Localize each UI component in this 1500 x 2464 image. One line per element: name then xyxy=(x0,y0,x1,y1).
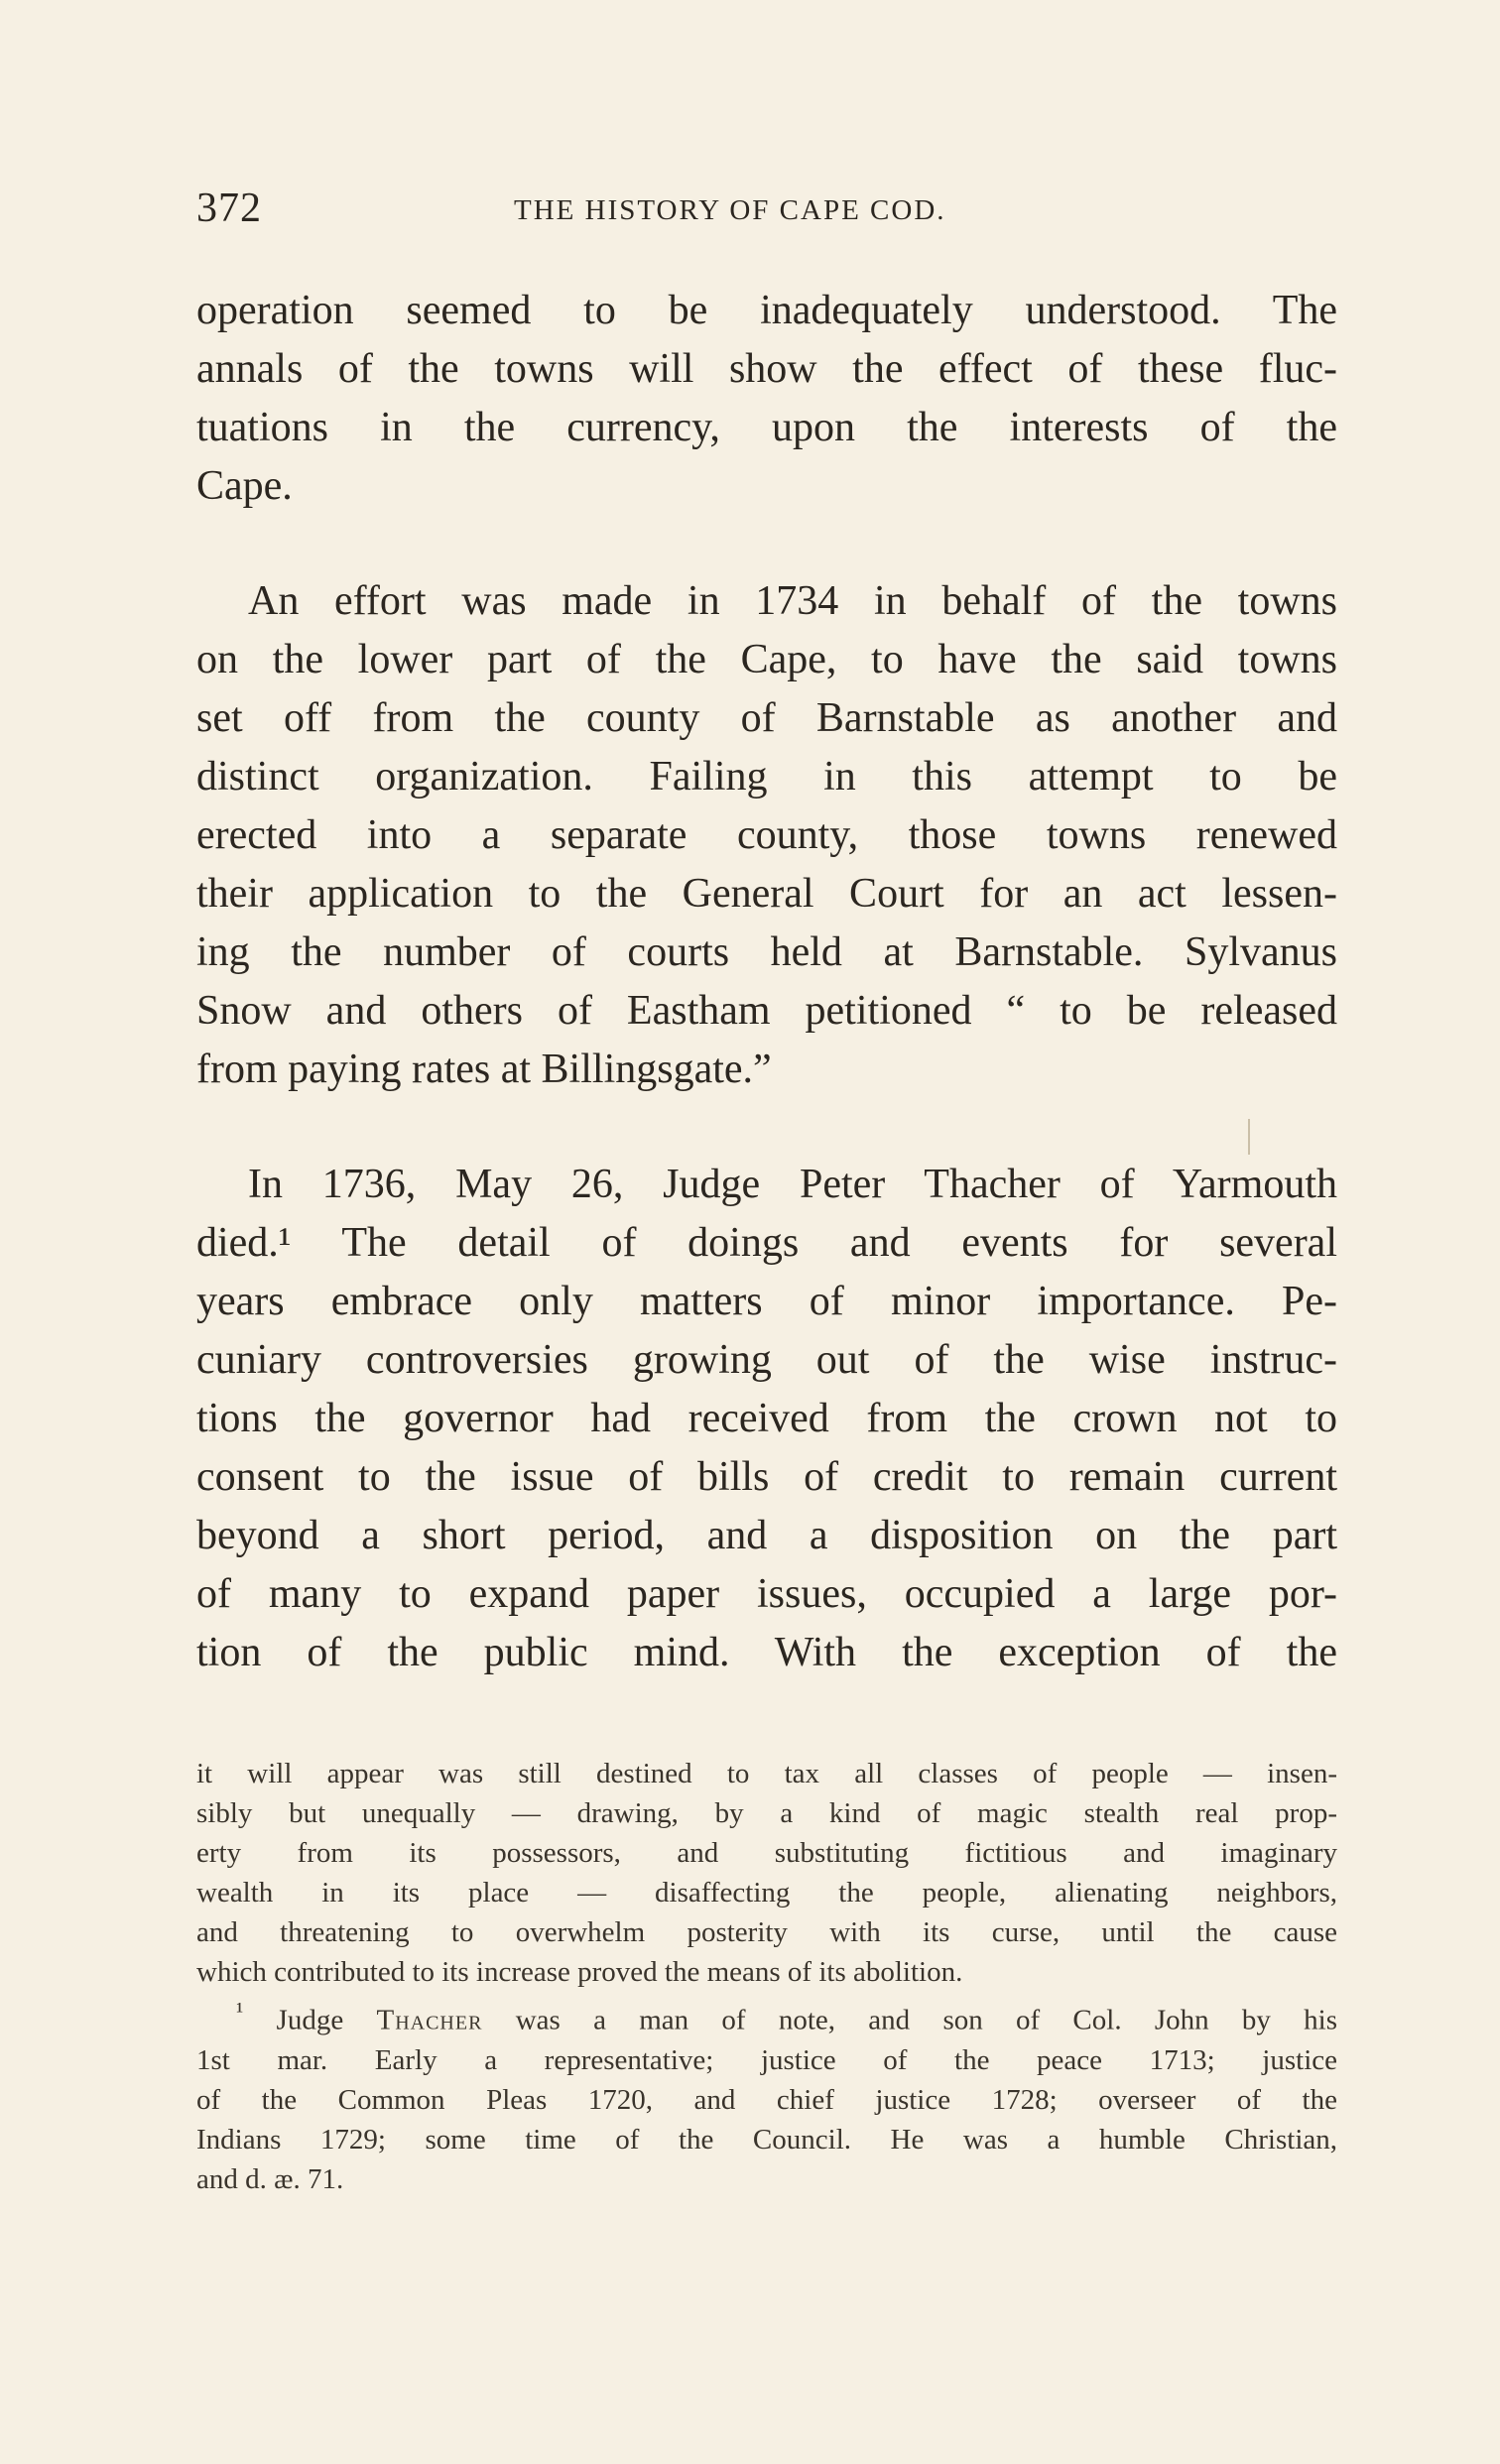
page-number: 372 xyxy=(196,185,262,231)
footnote-line xyxy=(196,1992,1337,2040)
text-line: consent to the issue of bills of credit to remain current xyxy=(196,1454,1337,1500)
text-line: on the lower part of the Cape, to have the said towns xyxy=(196,637,1337,682)
footnote-marker: ¹ xyxy=(236,1998,244,2025)
paragraph-thacher-death xyxy=(196,1156,1337,1682)
margin-mark xyxy=(1248,1119,1250,1155)
footnote-line: of the Common Pleas 1720, and chief justice 1728; overseer of the xyxy=(196,2083,1337,2116)
text-line: cuniary controversies growing out of the wise instruc- xyxy=(196,1337,1337,1383)
footnote-line: which contributed to its increase proved the means of its abolition. xyxy=(196,1956,963,1988)
text-line: of many to expand paper issues, occupied a large por- xyxy=(196,1571,1337,1617)
text-line: annals of the towns will show the effect of these fluc- xyxy=(196,346,1337,392)
footnote-lead: Judge xyxy=(276,2004,344,2036)
paragraph-currency-fluctuations xyxy=(196,282,1337,516)
running-head xyxy=(196,185,1337,244)
footnote-name: Thacher xyxy=(376,2004,483,2036)
text-line: Snow and others of Eastham petitioned “ to be released xyxy=(196,988,1337,1034)
text-line: In 1736, May 26, Judge Peter Thacher of Yarmouth xyxy=(248,1162,1337,1207)
text-line: tuations in the currency, upon the interests of the xyxy=(196,405,1337,450)
text-line: ing the number of courts held at Barnstable. Sylvanus xyxy=(196,929,1337,975)
text-line: An effort was made in 1734 in behalf of the towns xyxy=(248,578,1337,624)
text-line: tion of the public mind. With the exception of the xyxy=(196,1630,1337,1675)
footnote-line: and d. æ. 71. xyxy=(196,2162,344,2195)
footnote-line: erty from its possessors, and substituting fictitious and imaginary xyxy=(196,1837,1337,1869)
text-line: beyond a short period, and a disposition on the part xyxy=(196,1513,1337,1558)
main-text xyxy=(196,282,1337,1739)
paragraph-county-petition xyxy=(196,572,1337,1099)
footnote-continued xyxy=(196,1754,1337,1992)
footnote-line: Indians 1729; some time of the Council. He was a humble Christian, xyxy=(196,2123,1337,2156)
running-title: THE HISTORY OF CAPE COD. xyxy=(514,194,946,226)
text-line: their application to the General Court for an act lessen- xyxy=(196,871,1337,917)
text-line: years embrace only matters of minor importance. Pe- xyxy=(196,1279,1337,1324)
footnote-line: 1st mar. Early a representative; justice of the peace 1713; justice xyxy=(196,2043,1337,2076)
footnote-line: it will appear was still destined to tax all classes of people — insen- xyxy=(196,1758,1337,1789)
text-line: tions the governor had received from the crown not to xyxy=(196,1396,1337,1441)
footnote-line: wealth in its place — disaffecting the people, alienating neighbors, xyxy=(196,1877,1337,1909)
text-line: died.¹ The detail of doings and events for several xyxy=(196,1220,1337,1266)
text-line: set off from the county of Barnstable as another and xyxy=(196,695,1337,741)
footnote-text: was a man of note, and son of Col. John by his xyxy=(515,2004,1338,2036)
footnote-line: and threatening to overwhelm posterity with its curse, until the cause xyxy=(196,1916,1337,1948)
text-line: distinct organization. Failing in this attempt to be xyxy=(196,754,1337,800)
footnotes xyxy=(196,1754,1337,2199)
text-line: from paying rates at Billingsgate.” xyxy=(196,1047,772,1092)
text-line: erected into a separate county, those towns renewed xyxy=(196,812,1337,858)
text-line: Cape. xyxy=(196,463,293,509)
footnote-1 xyxy=(196,1992,1337,2199)
footnote-line: sibly but unequally — drawing, by a kind of magic stealth real prop- xyxy=(196,1797,1337,1829)
text-line: operation seemed to be inadequately understood. The xyxy=(196,288,1337,333)
